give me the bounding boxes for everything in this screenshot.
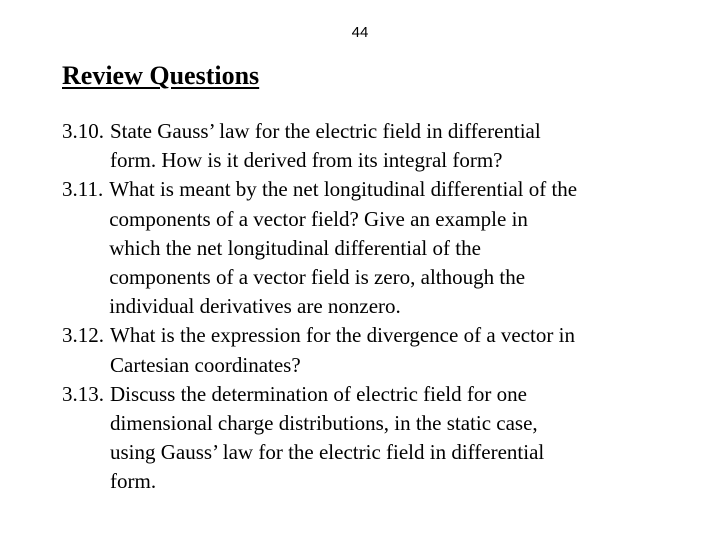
question-item: [62, 380, 662, 497]
question-line: form.: [110, 469, 157, 494]
question-text: [109, 175, 577, 321]
review-question-list: [62, 117, 662, 497]
question-text: [110, 117, 541, 175]
question-line: individual derivatives are nonzero.: [109, 294, 401, 319]
question-line: Cartesian coordinates?: [110, 352, 301, 377]
question-line: Discuss the determination of electric field for one: [110, 381, 527, 406]
page-title: Review Questions: [62, 61, 260, 90]
question-number: 3.13.: [62, 381, 104, 406]
question-line: components of a vector field is zero, although the: [109, 265, 526, 290]
question-line: What is the expression for the divergence of a vector in: [110, 323, 575, 348]
question-line: dimensional charge distributions, in the static case,: [110, 411, 538, 436]
question-item: [62, 175, 662, 321]
question-line: components of a vector field? Give an example in: [109, 206, 528, 231]
question-number: 3.12.: [62, 323, 104, 348]
question-item: [62, 117, 662, 175]
question-text: [110, 321, 575, 379]
question-line: using Gauss’ law for the electric field in differential: [110, 440, 545, 465]
question-number: 3.10.: [62, 119, 104, 143]
question-line: State Gauss’ law for the electric field in differential: [110, 119, 541, 143]
question-number: 3.11.: [62, 177, 104, 202]
question-line: What is meant by the net longitudinal differential of the: [109, 177, 578, 202]
page-number: 44: [351, 24, 369, 41]
question-line: which the net longitudinal differential of the: [109, 235, 481, 260]
question-text: [110, 380, 544, 497]
question-item: [62, 321, 662, 379]
question-line: form. How is it derived from its integral form?: [110, 148, 503, 173]
